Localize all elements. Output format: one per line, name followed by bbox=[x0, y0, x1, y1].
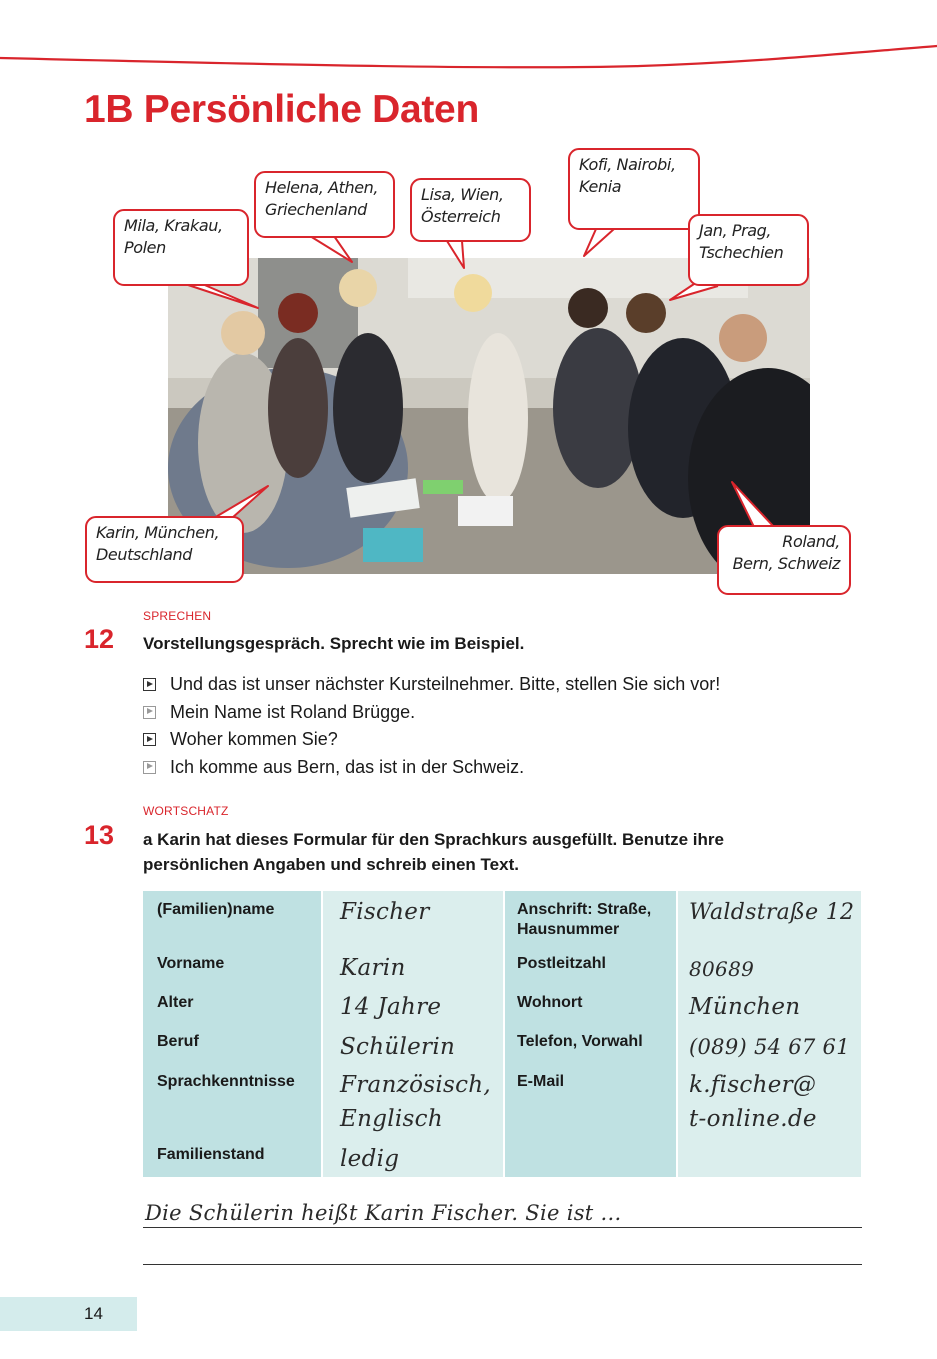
handwritten-value: Englisch bbox=[340, 1106, 443, 1132]
speech-bubble-mila bbox=[113, 209, 249, 286]
exercise-number: 13 bbox=[84, 820, 115, 850]
bubble-text: Österreich bbox=[421, 207, 501, 226]
dialog-text: Woher kommen Sie? bbox=[170, 729, 338, 750]
handwritten-value: 14 Jahre bbox=[340, 994, 442, 1020]
bubble-text: Lisa, Wien, bbox=[421, 185, 504, 204]
play-icon bbox=[143, 761, 156, 774]
handwritten-value: Französisch, bbox=[340, 1072, 492, 1098]
play-icon bbox=[143, 678, 156, 691]
handwritten-value: k.fischer@ bbox=[689, 1072, 817, 1098]
bubble-text: Jan, Prag, bbox=[699, 221, 772, 240]
writing-line bbox=[143, 1227, 862, 1228]
form-label-line: Anschrift: Straße, bbox=[517, 901, 652, 918]
registration-form bbox=[143, 891, 861, 1177]
speech-bubble-helena bbox=[254, 171, 395, 238]
speech-bubble-karin bbox=[85, 516, 244, 583]
instruction-line: persönlichen Angaben und schreib einen Text. bbox=[143, 855, 519, 874]
form-label: Postleitzahl bbox=[517, 955, 606, 972]
form-label: Wohnort bbox=[517, 994, 583, 1011]
handwritten-value: (089) 54 67 61 bbox=[689, 1035, 850, 1059]
skill-label-vocabulary: WORTSCHATZ bbox=[143, 804, 229, 818]
bubble-text: Polen bbox=[124, 238, 166, 257]
classroom-photo bbox=[168, 258, 810, 574]
form-label: Alter bbox=[157, 994, 194, 1011]
bubble-text: Kenia bbox=[579, 177, 622, 196]
dialog-line bbox=[143, 671, 720, 699]
page-title: 1B Persönliche Daten bbox=[84, 88, 479, 131]
dialog-text: Ich komme aus Bern, das ist in der Schweiz. bbox=[170, 756, 525, 777]
dialog-example bbox=[143, 671, 720, 781]
handwritten-value: Schülerin bbox=[340, 1034, 456, 1060]
dialog-line bbox=[143, 699, 720, 727]
form-label: Beruf bbox=[157, 1033, 199, 1050]
form-label: Vorname bbox=[157, 955, 225, 972]
instruction-line: a Karin hat dieses Formular für den Sprachkurs ausgefüllt. Benutze ihre bbox=[143, 830, 724, 849]
speech-bubble-jan bbox=[688, 214, 809, 286]
exercise-instruction: Vorstellungsgespräch. Sprecht wie im Beispiel. bbox=[143, 634, 525, 653]
writing-line bbox=[143, 1264, 862, 1265]
skill-label-speaking: SPRECHEN bbox=[143, 609, 212, 623]
bubble-text: Bern, Schweiz bbox=[732, 554, 840, 573]
bubble-text: Helena, Athen, bbox=[265, 178, 379, 197]
play-icon bbox=[143, 733, 156, 746]
exercise-instruction bbox=[143, 827, 724, 877]
bubble-text: Tschechien bbox=[699, 243, 784, 262]
handwritten-value: 80689 bbox=[689, 957, 755, 981]
handwritten-value: Fischer bbox=[340, 899, 430, 925]
speech-bubble-roland bbox=[717, 525, 851, 595]
form-label: Telefon, Vorwahl bbox=[517, 1033, 643, 1050]
play-icon bbox=[143, 706, 156, 719]
exercise-number: 12 bbox=[84, 624, 115, 654]
handwritten-answer: Die Schülerin heißt Karin Fischer. Sie ist ... bbox=[145, 1201, 622, 1225]
handwritten-value: Waldstraße 12 bbox=[689, 900, 855, 925]
form-label: Sprachkenntnisse bbox=[157, 1073, 295, 1090]
form-label: E-Mail bbox=[517, 1073, 565, 1090]
dialog-line bbox=[143, 726, 720, 754]
bubble-text: Roland, bbox=[782, 532, 840, 551]
header-rule bbox=[0, 0, 937, 80]
handwritten-value: t-online.de bbox=[689, 1106, 817, 1132]
handwritten-value: München bbox=[689, 994, 801, 1020]
speech-bubble-lisa bbox=[410, 178, 531, 242]
handwritten-value: Karin bbox=[340, 955, 406, 981]
handwritten-value: ledig bbox=[340, 1146, 400, 1172]
dialog-text: Und das ist unser nächster Kursteilnehmer. Bitte, stellen Sie sich vor! bbox=[170, 674, 721, 695]
bubble-text: Deutschland bbox=[96, 545, 192, 564]
bubble-text: Mila, Krakau, bbox=[124, 216, 223, 235]
bubble-text: Griechenland bbox=[265, 200, 367, 219]
form-label bbox=[517, 900, 651, 940]
form-label: (Familien)name bbox=[157, 901, 275, 918]
bubble-text: Karin, München, bbox=[96, 523, 220, 542]
bubble-text: Kofi, Nairobi, bbox=[579, 155, 676, 174]
dialog-line bbox=[143, 754, 720, 782]
form-label-line: Hausnummer bbox=[517, 921, 620, 938]
page-number: 14 bbox=[84, 1304, 103, 1323]
form-label: Familienstand bbox=[157, 1146, 265, 1163]
dialog-text: Mein Name ist Roland Brügge. bbox=[170, 701, 416, 722]
speech-bubble-kofi bbox=[568, 148, 700, 230]
page-number-tab bbox=[0, 1297, 137, 1331]
